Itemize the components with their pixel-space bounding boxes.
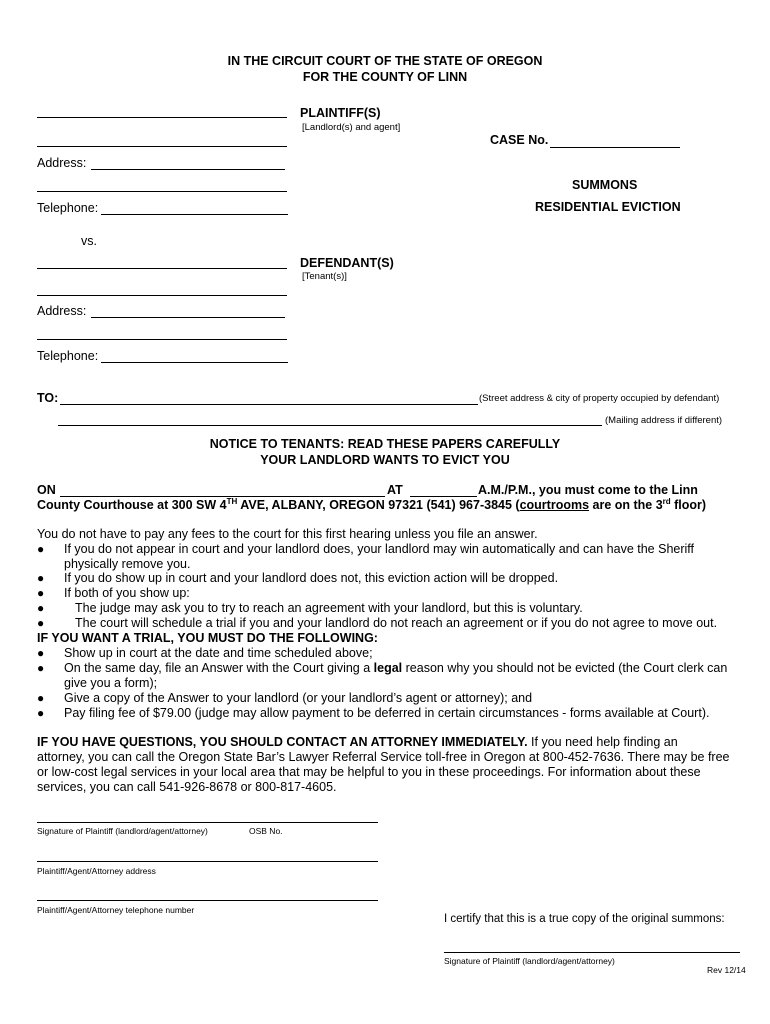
bullet-text: The judge may ask you to try to reach an agreement with your landlord, but this is voluntary. [75,601,583,615]
questions-line-4: services, you can call 541-926-8678 or 800-817-4605. [37,780,337,794]
summons-title: SUMMONS [572,178,638,192]
plaintiff-address-field[interactable] [91,169,285,170]
court-heading: IN THE CIRCUIT COURT OF THE STATE OF OREGON [227,54,543,68]
bullet-icon: ● [37,601,45,615]
bullet-icon: ● [37,691,45,705]
defendant-telephone-label: Telephone: [37,349,99,363]
plaintiff-name-line[interactable] [37,117,287,118]
defendant-telephone-field[interactable] [101,362,288,363]
bullet-text: give you a form); [64,676,158,690]
trial-heading: IF YOU WANT A TRIAL, YOU MUST DO THE FOLLOWING: [37,631,378,645]
bullet-icon: ● [37,706,45,720]
plaintiff-signature-field[interactable] [37,822,378,823]
plaintiff-telephone-label: Telephone: [37,201,99,215]
bullet-icon: ● [37,646,45,660]
defendant-address-field[interactable] [91,317,285,318]
questions-line-1: IF YOU HAVE QUESTIONS, YOU SHOULD CONTACT AN ATTORNEY IMMEDIATELY. If you need help finding an [37,735,678,749]
street-address-note: (Street address & city of property occupied by defendant) [479,393,720,404]
plaintiff-address-field-2[interactable] [37,191,287,192]
bullet-icon: ● [37,571,45,585]
plaintiff-address-label: Address: [37,156,87,170]
bullet-text: Pay filing fee of $79.00 (judge may allow payment to be deferred in certain circumstances - forms available at Court). [64,706,710,720]
courthouse-text: County Courthouse at 300 SW 4TH AVE, ALBANY, OREGON 97321 (541) 967-3845 (courtrooms are on the 3rd floor) [37,497,707,513]
case-number-label: CASE No. [490,133,549,147]
mailing-address-note: (Mailing address if different) [605,415,723,426]
bullet-text: The court will schedule a trial if you and your landlord do not reach an agreement or if you do not agree to move out. [75,616,718,630]
plaintiff-phone-sig-label: Plaintiff/Agent/Attorney telephone number [37,905,195,915]
osb-number-label: OSB No. [249,826,283,836]
bullet-text: If you do show up in court and your landlord does not, this eviction action will be dropped. [64,571,559,585]
bullet-text: If both of you show up: [64,586,190,600]
bullet-text: If you do not appear in court and your landlord does, your landlord may win automatically and can have the Sheriff [64,542,695,556]
plaintiff-label: PLAINTIFF(S) [300,106,381,120]
plaintiff-address-sig-field[interactable] [37,861,378,862]
bullet-icon: ● [37,661,45,675]
defendant-label: DEFENDANT(S) [300,256,394,270]
plaintiff-signature-label: Signature of Plaintiff (landlord/agent/attorney) [37,826,208,836]
questions-line-3: or low-cost legal services in your local area that may be helpful to you in these proceedings. For information about these [37,765,701,779]
plaintiff-telephone-field[interactable] [101,214,288,215]
evict-heading: YOUR LANDLORD WANTS TO EVICT YOU [260,453,510,467]
certify-text: I certify that this is a true copy of the original summons: [444,913,725,925]
plaintiff-sublabel: [Landlord(s) and agent] [302,122,401,133]
defendant-name-line-2[interactable] [37,295,287,296]
bullet-icon: ● [37,616,45,630]
questions-line-2: attorney, you can call the Oregon State Bar’s Lawyer Referral Service toll-free in Oregon at 800-452-7636. There may be free [37,750,730,764]
street-address-field[interactable] [60,404,478,405]
at-label: AT [387,483,403,497]
defendant-sublabel: [Tenant(s)] [302,271,347,282]
mailing-address-field[interactable] [58,425,602,426]
on-label: ON [37,483,56,497]
residential-eviction-title: RESIDENTIAL EVICTION [535,200,681,214]
fees-text: You do not have to pay any fees to the court for this first hearing unless you file an answer. [37,527,538,541]
bullet-icon: ● [37,586,45,600]
versus-label: vs. [81,234,97,248]
plaintiff-phone-sig-field[interactable] [37,900,378,901]
case-number-field[interactable] [550,147,680,148]
bullet-text: physically remove you. [64,557,191,571]
certify-signature-label: Signature of Plaintiff (landlord/agent/attorney) [444,956,615,966]
plaintiff-address-sig-label: Plaintiff/Agent/Attorney address [37,866,156,876]
notice-heading: NOTICE TO TENANTS: READ THESE PAPERS CAREFULLY [209,437,561,451]
defendant-name-line[interactable] [37,268,287,269]
bullet-text: Show up in court at the date and time scheduled above; [64,646,373,660]
defendant-address-field-2[interactable] [37,339,287,340]
bullet-text: On the same day, file an Answer with the Court giving a legal reason why you should not be evicted (the Court clerk can [64,661,728,675]
to-label: TO: [37,391,59,405]
revision-label: Rev 12/14 [707,965,746,975]
bullet-icon: ● [37,542,45,556]
county-heading: FOR THE COUNTY OF LINN [302,70,468,84]
plaintiff-name-line-2[interactable] [37,146,287,147]
certify-signature-field[interactable] [444,952,740,953]
defendant-address-label: Address: [37,304,87,318]
bullet-text: Give a copy of the Answer to your landlord (or your landlord’s agent or attorney); and [64,691,533,705]
ampm-text: A.M./P.M., you must come to the Linn [478,483,698,497]
